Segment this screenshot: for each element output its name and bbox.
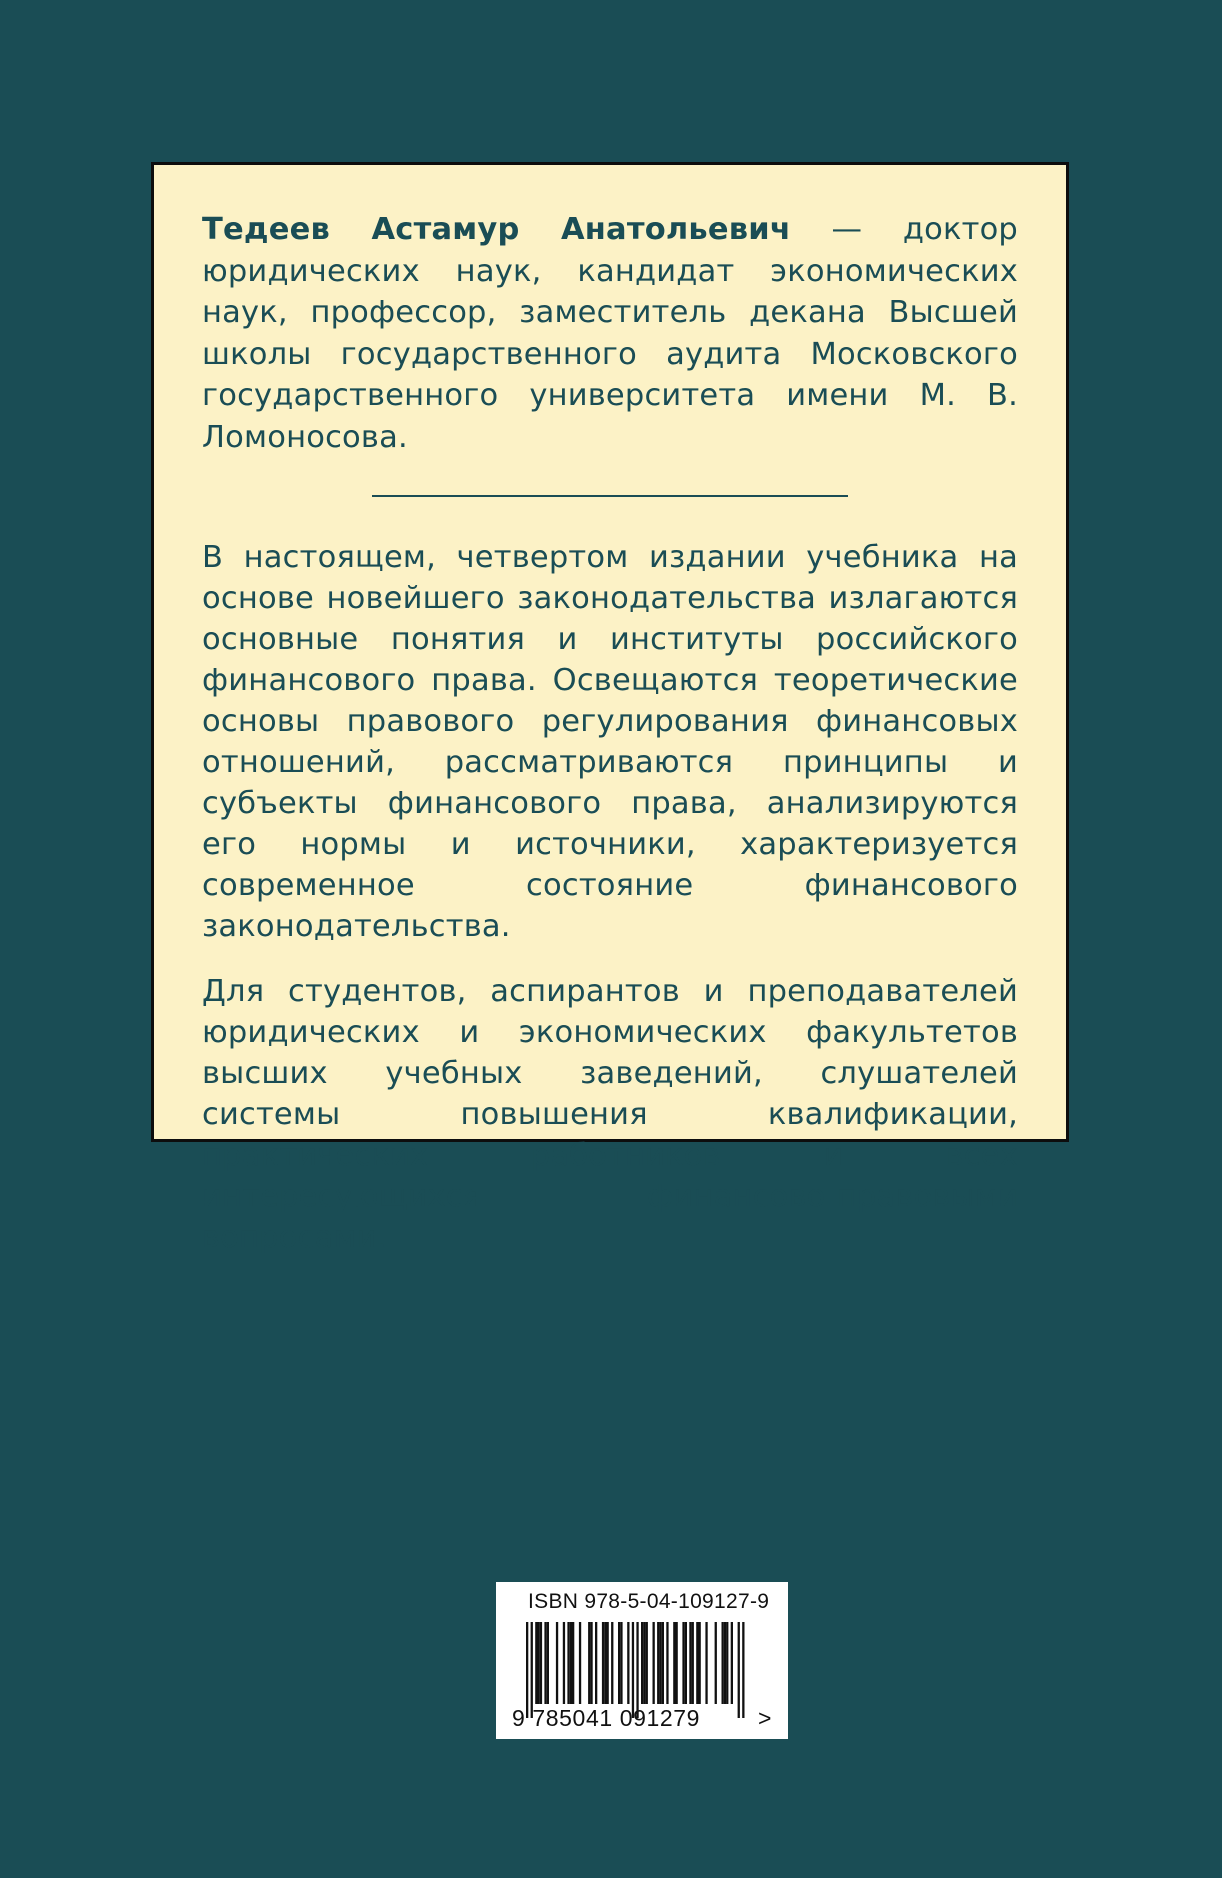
barcode-bar xyxy=(632,1622,634,1718)
author-name: Тедеев Астамур Анатольевич xyxy=(202,212,791,247)
barcode-bar xyxy=(643,1622,645,1704)
barcode-bar xyxy=(579,1622,581,1704)
barcode-bar xyxy=(731,1622,733,1704)
barcode-bar xyxy=(618,1622,620,1704)
annotation-panel xyxy=(151,162,1069,1255)
barcode-bar xyxy=(724,1622,726,1704)
barcode-bar xyxy=(646,1622,648,1704)
barcode-bar xyxy=(657,1622,659,1704)
author-bio-text: — доктор юридических наук, кандидат экономических наук, профессор, заместитель декана Высшей школы государственного аудита Московского государственного университета имени М. В. Ломоносова. xyxy=(202,212,1018,455)
isbn-label: ISBN 978-5-04-109127-9 xyxy=(528,1590,770,1613)
barcode-bar xyxy=(563,1622,565,1704)
barcode-bar xyxy=(607,1622,609,1704)
barcode-arrow: > xyxy=(758,1705,772,1731)
book-description: В настоящем, четвертом издании учебника на основе новейшего законодательства излагаются основные понятия и институты российского финансового права. Освещаются теоретические основы правового регулирования финансовых отношений, рассматриваются принципы и субъекты финансового права, анализируются его нормы и источники, характеризуется современное состояние финансового законодательства. xyxy=(202,540,1018,944)
barcode-bar xyxy=(604,1622,606,1704)
barcode-bar xyxy=(590,1622,592,1704)
author-bio xyxy=(202,209,1018,458)
isbn-barcode-block xyxy=(496,1582,788,1739)
barcode-bar xyxy=(602,1622,604,1704)
barcode-bar xyxy=(689,1622,691,1704)
barcode-bar xyxy=(540,1622,542,1704)
barcode-bar xyxy=(673,1622,675,1704)
barcode-bar xyxy=(653,1622,655,1704)
barcode-bar xyxy=(572,1622,574,1704)
barcode-bar xyxy=(692,1622,694,1704)
barcode-bar xyxy=(544,1622,546,1704)
barcode-bar xyxy=(538,1622,540,1704)
barcode-bar xyxy=(699,1622,701,1704)
barcode-digits: 9 785041 091279 xyxy=(512,1705,701,1731)
barcode-bar xyxy=(726,1622,728,1704)
barcode-bar xyxy=(742,1622,744,1718)
barcode-bar xyxy=(685,1622,687,1704)
barcode-bar xyxy=(556,1622,558,1704)
barcode-bar xyxy=(595,1622,597,1704)
barcode-bar xyxy=(567,1622,569,1704)
barcode-bar xyxy=(588,1622,590,1704)
barcode-bar xyxy=(738,1622,740,1718)
barcode-bar xyxy=(666,1622,668,1704)
barcode-bar xyxy=(535,1622,537,1704)
barcode-bar xyxy=(570,1622,572,1704)
barcode-bar xyxy=(696,1622,698,1704)
barcode-bar xyxy=(682,1622,684,1704)
barcode-bar xyxy=(526,1622,528,1718)
barcode-bar xyxy=(620,1622,622,1704)
barcode-bar xyxy=(641,1622,643,1704)
barcode-bar xyxy=(636,1622,638,1718)
barcode-bar xyxy=(722,1622,724,1704)
barcode-bar xyxy=(659,1622,661,1704)
barcode-bar xyxy=(705,1622,707,1704)
barcode-bar xyxy=(715,1622,717,1704)
barcode-bar xyxy=(531,1622,533,1718)
audience-text: Для студентов, аспирантов и преподавателей юридических и экономических факультетов высших учебных заведений, слушателей системы повышения квалификации, практических работников и всех интересующихся финансово-правовыми вопросами. xyxy=(202,974,1018,1255)
barcode-bar xyxy=(627,1622,629,1704)
barcode-bar xyxy=(547,1622,549,1704)
barcode-bar xyxy=(676,1622,678,1704)
barcode-bar xyxy=(662,1622,664,1704)
section-divider xyxy=(372,495,848,497)
barcode-bar xyxy=(611,1622,613,1704)
